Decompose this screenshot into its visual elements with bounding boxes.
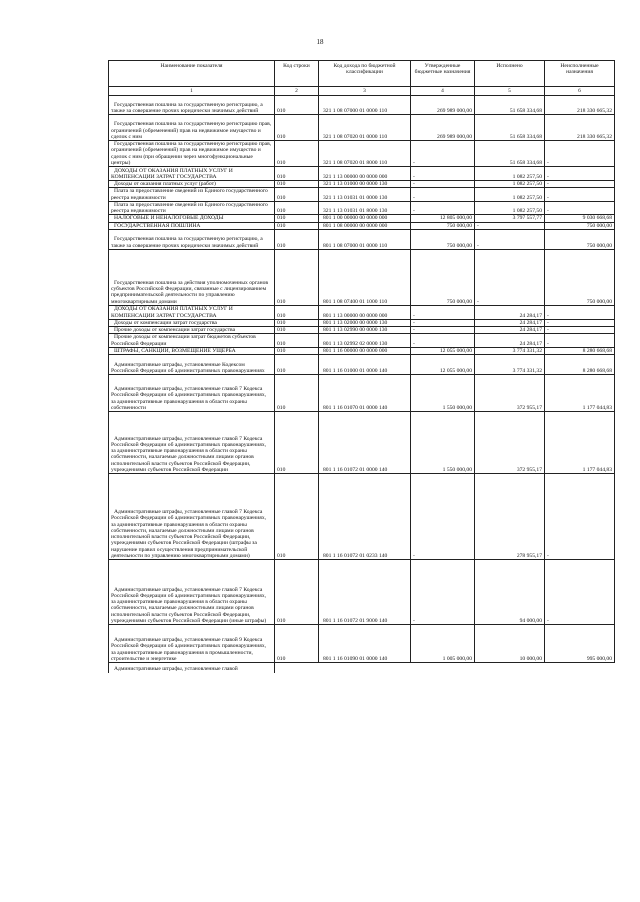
row-code: 010 [275, 474, 319, 560]
row-kbk: 801 1 16 01070 01 0000 140 [319, 375, 411, 412]
row-code: 010 [275, 375, 319, 412]
row-unexecuted: 218 330 665,32 [545, 115, 615, 141]
row-kbk: 801 1 08 00000 00 0000 000 [319, 222, 411, 229]
row-approved: 1 005 000,00 [411, 625, 475, 663]
column-number-row [109, 87, 615, 96]
col-number: 6 [545, 87, 615, 96]
row-name: Плата за предоставление сведений из Единого государственного реестра недвижимости [109, 188, 275, 202]
row-unexecuted: 218 330 665,32 [545, 96, 615, 115]
row-name: Административные штрафы, установленные Кодексом Российской Федерации об административных правонарушениях [109, 355, 275, 375]
row-code: 010 [275, 625, 319, 663]
row-kbk: 321 1 08 07000 01 0000 110 [319, 96, 411, 115]
row-kbk: 801 1 13 02990 00 0000 130 [319, 327, 411, 334]
row-code: 010 [275, 347, 319, 354]
row-kbk: 321 1 13 00000 00 0000 000 [319, 167, 411, 181]
row-approved: 1 550 000,00 [411, 375, 475, 412]
table-row [109, 201, 615, 215]
table-row [109, 625, 615, 663]
row-name: ГОСУДАРСТВЕННАЯ ПОШЛИНА [109, 222, 275, 229]
row-name: Прочие доходы от компенсации затрат государства [109, 327, 275, 334]
row-approved: - [411, 319, 475, 326]
row-name: НАЛОГОВЫЕ И НЕНАЛОГОВЫЕ ДОХОДЫ [109, 215, 275, 222]
row-executed: 1 082 257,50 [475, 167, 545, 181]
table-row [109, 305, 615, 319]
row-kbk: 801 1 08 07400 01 1000 110 [319, 249, 411, 305]
row-code: 010 [275, 305, 319, 319]
row-code: 010 [275, 141, 319, 167]
row-kbk: 801 1 08 07000 01 0000 110 [319, 229, 411, 249]
row-unexecuted: 1 177 044,83 [545, 375, 615, 412]
row-executed: 51 658 334,68 [475, 141, 545, 167]
row-executed: 24 284,17 [475, 334, 545, 348]
row-approved: 12 805 000,00 [411, 215, 475, 222]
table-row [109, 222, 615, 229]
row-approved: - [411, 167, 475, 181]
header-row [109, 61, 615, 87]
row-approved: 750 000,00 [411, 229, 475, 249]
row-kbk: 321 1 13 01031 01 0000 130 [319, 188, 411, 202]
row-unexecuted: - [545, 305, 615, 319]
table-row [109, 375, 615, 412]
row-code: 010 [275, 249, 319, 305]
col-number: 3 [319, 87, 411, 96]
row-code: 010 [275, 560, 319, 625]
row-executed: 10 000,00 [475, 625, 545, 663]
row-approved: - [411, 334, 475, 348]
table-row [109, 474, 615, 560]
row-code: 010 [275, 355, 319, 375]
row-code: 010 [275, 181, 319, 188]
row-code: 010 [275, 96, 319, 115]
row-unexecuted: - [545, 474, 615, 560]
row-approved: - [411, 201, 475, 215]
row-approved: - [411, 560, 475, 625]
col-number: 2 [275, 87, 319, 96]
row-name: Государственная пошлина за действия уполномоченных органов субъектов Российской Федерации, связанные с лицензированием предпринимательской деятельности по управлению многоквартирными домами [109, 249, 275, 305]
table-row [109, 334, 615, 348]
row-unexecuted: - [545, 201, 615, 215]
row-executed: 51 658 334,68 [475, 115, 545, 141]
row-kbk: 801 1 13 00000 00 0000 000 [319, 305, 411, 319]
table-row [109, 412, 615, 474]
row-unexecuted: - [545, 188, 615, 202]
table-row [109, 215, 615, 222]
row-unexecuted: 1 177 044,83 [545, 412, 615, 474]
row-name: Административные штрафы, установленные главой [109, 663, 275, 673]
row-code: 010 [275, 215, 319, 222]
row-approved: 269 989 000,00 [411, 115, 475, 141]
table-row [109, 181, 615, 188]
row-name: Административные штрафы, установленные главой 7 Кодекса Российской Федерации об административных правонарушениях, за административные правонарушения в области охраны собственности, налагаемые должностными лицами органов исполнительной власти субъектов Российской Федерации, учреждениями субъектов Российской Федерации (иные штрафы) [109, 560, 275, 625]
row-kbk: 801 1 16 00000 00 0000 000 [319, 347, 411, 354]
row-executed: - [475, 249, 545, 305]
row-code: 010 [275, 201, 319, 215]
row-kbk: 801 1 16 01072 01 0233 140 [319, 474, 411, 560]
table-row [109, 347, 615, 354]
row-unexecuted: - [545, 181, 615, 188]
header-unexecuted: Неисполненные назначения [545, 61, 615, 87]
row-name: Государственная пошлина за государственную регистрацию, а также за совершение прочих юридически значимых действий [109, 96, 275, 115]
row-unexecuted: - [545, 141, 615, 167]
row-name: Административные штрафы, установленные главой 9 Кодекса Российской Федерации об административных правонарушениях, за административные правонарушения в промышленности, строительстве и энергетике [109, 625, 275, 663]
row-approved: 12 055 000,00 [411, 355, 475, 375]
row-name: Административные штрафы, установленные главой 7 Кодекса Российской Федерации об административных правонарушениях, за административные правонарушения в области охраны собственности, налагаемые должностными лицами органов исполнительной власти субъектов Российской Федерации, учреждениями субъектов Российской Федерации [109, 412, 275, 474]
header-code: Код строки [275, 61, 319, 87]
row-code: 010 [275, 115, 319, 141]
row-executed: 1 082 257,50 [475, 201, 545, 215]
row-executed: 3 797 557,77 [475, 215, 545, 222]
row-approved: - [411, 181, 475, 188]
row-executed: - [475, 229, 545, 249]
row-name: Административные штрафы, установленные главой 7 Кодекса Российской Федерации об административных правонарушениях, за административные правонарушения в области охраны собственности, налагаемые должностными лицами органов исполнительной власти субъектов Российской Федерации, учреждениями субъектов Российской Федерации (штрафы за нарушение правил осуществления предпринимательской деятельности по управлению многоквартирными домами) [109, 474, 275, 560]
table-row [109, 229, 615, 249]
row-kbk: 321 1 08 07020 01 8000 110 [319, 141, 411, 167]
row-approved: 12 055 000,00 [411, 347, 475, 354]
row-unexecuted: 750 000,00 [545, 249, 615, 305]
col-number: 5 [475, 87, 545, 96]
row-unexecuted: 750 000,00 [545, 222, 615, 229]
row-approved: - [411, 327, 475, 334]
table-row [109, 249, 615, 305]
row-executed: 94 000,00 [475, 560, 545, 625]
page-number: 18 [316, 38, 324, 46]
row-unexecuted: 995 000,00 [545, 625, 615, 663]
row-executed: 278 955,17 [475, 474, 545, 560]
table-row [109, 327, 615, 334]
row-code: 010 [275, 229, 319, 249]
row-name: Государственная пошлина за государственную регистрацию, а также за совершение прочих юридически значимых действий [109, 229, 275, 249]
row-unexecuted: 750 000,00 [545, 229, 615, 249]
row-executed: 1 082 257,50 [475, 181, 545, 188]
row-kbk: 801 1 16 01072 01 0000 140 [319, 412, 411, 474]
continuation-row [109, 663, 615, 673]
row-kbk: 801 1 16 01072 01 9000 140 [319, 560, 411, 625]
row-code: 010 [275, 319, 319, 326]
col-number: 4 [411, 87, 475, 96]
row-name: Прочие доходы от компенсации затрат бюджетов субъектов Российской Федерации [109, 334, 275, 348]
row-unexecuted: - [545, 334, 615, 348]
row-kbk: 801 1 16 01090 01 0000 140 [319, 625, 411, 663]
table-row [109, 115, 615, 141]
row-executed: 24 284,17 [475, 319, 545, 326]
header-name: Наименование показателя [109, 61, 275, 87]
row-kbk: 801 1 00 00000 00 0000 000 [319, 215, 411, 222]
row-approved: 750 000,00 [411, 249, 475, 305]
row-executed: 1 082 257,50 [475, 188, 545, 202]
row-executed: 24 284,17 [475, 305, 545, 319]
row-code: 010 [275, 188, 319, 202]
row-unexecuted: 8 280 668,68 [545, 347, 615, 354]
row-kbk: 321 1 13 01031 01 8000 130 [319, 201, 411, 215]
row-kbk: 801 1 13 02000 00 0000 130 [319, 319, 411, 326]
row-kbk: 801 1 16 01000 01 0000 140 [319, 355, 411, 375]
row-kbk: 801 1 13 02992 02 0000 130 [319, 334, 411, 348]
row-kbk: 321 1 08 07020 01 0000 110 [319, 115, 411, 141]
row-executed: 372 955,17 [475, 412, 545, 474]
row-approved: 750 000,00 [411, 222, 475, 229]
row-unexecuted: - [545, 560, 615, 625]
row-kbk: 321 1 13 01000 00 0000 130 [319, 181, 411, 188]
row-unexecuted: 8 280 668,68 [545, 355, 615, 375]
row-name: Государственная пошлина за государственную регистрацию прав, ограничений (обременений) прав на недвижимое имущество и сделок с ним (при обращении через многофункциональные центры) [109, 141, 275, 167]
row-unexecuted: - [545, 319, 615, 326]
row-approved: - [411, 141, 475, 167]
table-row [109, 355, 615, 375]
row-code: 010 [275, 222, 319, 229]
row-executed: - [475, 222, 545, 229]
row-code: 010 [275, 412, 319, 474]
row-name: Доходы от компенсации затрат государства [109, 319, 275, 326]
row-executed: 3 774 331,32 [475, 355, 545, 375]
table-row [109, 319, 615, 326]
row-executed: 372 955,17 [475, 375, 545, 412]
row-approved: - [411, 188, 475, 202]
row-unexecuted: - [545, 327, 615, 334]
row-unexecuted: 9 030 668,68 [545, 215, 615, 222]
row-name: Доходы от оказания платных услуг (работ) [109, 181, 275, 188]
row-name: Административные штрафы, установленные главой 7 Кодекса Российской Федерации об административных правонарушениях, за административные правонарушения в области охраны собственности [109, 375, 275, 412]
col-number: 1 [109, 87, 275, 96]
row-approved: 1 550 000,00 [411, 412, 475, 474]
row-executed: 51 658 334,68 [475, 96, 545, 115]
row-code: 010 [275, 167, 319, 181]
header-kbk: Код дохода по бюджетной классификации [319, 61, 411, 87]
row-approved: - [411, 474, 475, 560]
table-row [109, 141, 615, 167]
row-unexecuted: - [545, 167, 615, 181]
row-code: 010 [275, 334, 319, 348]
row-name: ШТРАФЫ, САНКЦИИ, ВОЗМЕЩЕНИЕ УЩЕРБА [109, 347, 275, 354]
row-approved: - [411, 305, 475, 319]
table-row [109, 167, 615, 181]
header-approved: Утвержденные бюджетные назначения [411, 61, 475, 87]
row-name: ДОХОДЫ ОТ ОКАЗАНИЯ ПЛАТНЫХ УСЛУГ И КОМПЕНСАЦИИ ЗАТРАТ ГОСУДАРСТВА [109, 167, 275, 181]
row-name: Государственная пошлина за государственную регистрацию прав, ограничений (обременений) прав на недвижимое имущество и сделок с ним [109, 115, 275, 141]
row-approved: 269 989 000,00 [411, 96, 475, 115]
row-code: 010 [275, 327, 319, 334]
table-row [109, 188, 615, 202]
row-name: Плата за предоставление сведений из Единого государственного реестра недвижимости [109, 201, 275, 215]
row-name: ДОХОДЫ ОТ ОКАЗАНИЯ ПЛАТНЫХ УСЛУГ И КОМПЕНСАЦИИ ЗАТРАТ ГОСУДАРСТВА [109, 305, 275, 319]
table-row [109, 96, 615, 115]
row-executed: 24 284,17 [475, 327, 545, 334]
budget-execution-table [108, 60, 615, 673]
header-executed: Исполнено [475, 61, 545, 87]
row-executed: 3 774 331,32 [475, 347, 545, 354]
table-row [109, 560, 615, 625]
